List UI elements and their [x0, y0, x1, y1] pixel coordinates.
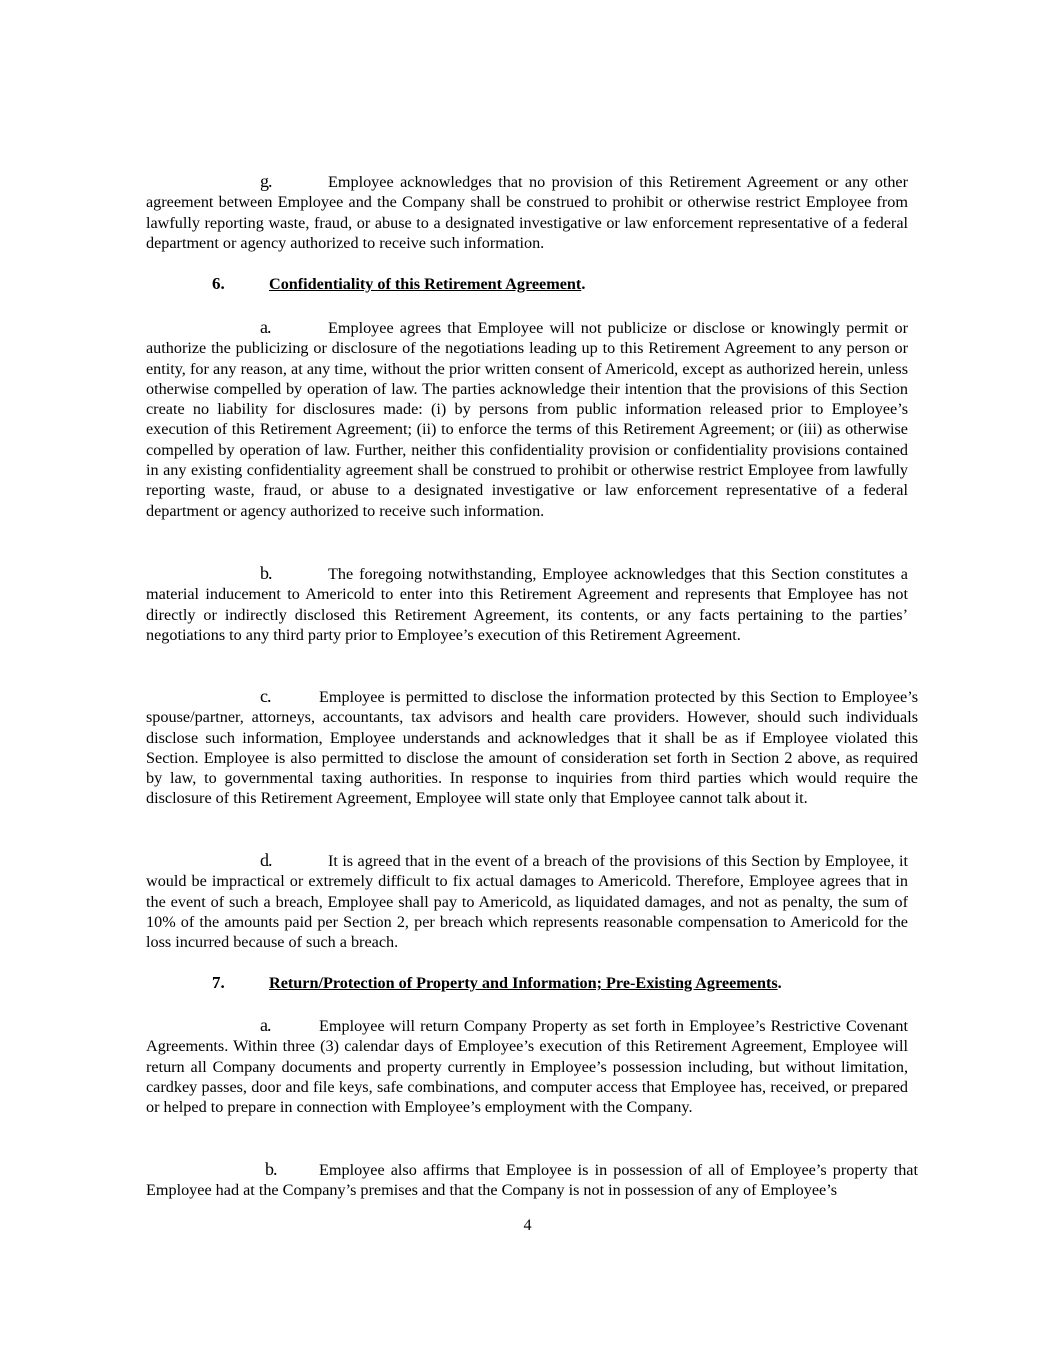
- paragraph-text: Employee acknowledges that no provision of this Retirement Agreement or any other agreement between Employee and the Company shall be construed to prohibit or otherwise restrict Employee from lawfully reporting waste, fraud, or abuse to a designated investigative or law enforcement representative of a federal department or agency authorized to receive such information.: [146, 173, 908, 252]
- section-title: Confidentiality of this Retirement Agreement: [269, 275, 582, 293]
- paragraph-marker: b.: [265, 1159, 277, 1179]
- paragraph-6d: [146, 850, 908, 952]
- paragraph-5g: [146, 171, 908, 253]
- paragraph-text: Employee also affirms that Employee is in possession of all of Employee’s property that Employee had at the Company’s premises and that the Company is not in possession of any of Employee’s: [146, 1161, 918, 1200]
- paragraph-text: It is agreed that in the event of a breach of the provisions of this Section by Employee, it would be impractical or extremely difficult to fix actual damages to Americold. Therefore, Employee agrees that in the event of such a breach, Employee shall pay to Americold, as liquidated damages, and not as penalty, the sum of 10% of the amounts paid per Section 2, per breach which represents reasonable compensation to Americold for the loss incurred because of such a breach.: [146, 852, 908, 952]
- paragraph-marker: a.: [260, 317, 271, 337]
- section-title: Return/Protection of Property and Information; Pre-Existing Agreements: [269, 974, 778, 992]
- paragraph-text: Employee agrees that Employee will not publicize or disclose or knowingly permit or authorize the publicizing or disclosure of the negotiations leading up to this Retirement Agreement to any person or entity, for any reason, at any time, without the prior written consent of Americold, except as authorized herein, unless otherwise compelled by operation of law. The parties acknowledge their intention that the provisions of this Section create no liability for disclosures made: (i) by persons from public information released prior to Employee’s execution of this Retirement Agreement; (ii) to enforce the terms of this Retirement Agreement; or (iii) as otherwise compelled by operation of law. Further, neither this confidentiality provision or confidentiality provisions contained in any existing confidentiality agreement shall be construed to prohibit or otherwise restrict Employee from lawfully reporting waste, fraud, or abuse to a designated investigative or law enforcement representative of a federal department or agency authorized to receive such information.: [146, 319, 908, 520]
- paragraph-text: Employee is permitted to disclose the information protected by this Section to Employee’s spouse/partner, attorneys, accountants, tax advisors and health care providers. However, should such individuals disclose such information, Employee understands and acknowledges that it shall be as if Employee violated this Section. Employee is also permitted to disclose the amount of consideration set forth in Section 2 above, as required by law, to governmental taxing authorities. In response to inquiries from third parties which would require the disclosure of this Retirement Agreement, Employee will state only that Employee cannot talk about it.: [146, 688, 918, 808]
- section-heading-7: [212, 973, 782, 993]
- paragraph-marker: c.: [260, 686, 271, 706]
- paragraph-text: Employee will return Company Property as set forth in Employee’s Restrictive Covenant Agreements. Within three (3) calendar days of Employee’s execution of this Retirement Agreement, Employee will return all Company documents and property currently in Employee’s possession including, but without limitation, cardkey passes, door and file keys, safe combinations, and computer access that Employee has, received, or prepared or helped to prepare in connection with Employee’s employment with the Company.: [146, 1017, 908, 1117]
- paragraph-marker: b.: [260, 563, 272, 583]
- paragraph-marker: a.: [260, 1015, 271, 1035]
- section-heading-6: [212, 274, 585, 294]
- section-title-period: .: [581, 275, 586, 293]
- paragraph-marker: d.: [260, 850, 272, 870]
- paragraph-6b: [146, 563, 908, 645]
- section-number: 7.: [212, 973, 225, 992]
- paragraph-7a: [146, 1015, 908, 1117]
- paragraph-marker: g.: [260, 171, 272, 191]
- paragraph-6a: [146, 317, 908, 521]
- section-number: 6.: [212, 274, 225, 293]
- paragraph-6c: [146, 686, 918, 809]
- paragraph-7b: [146, 1159, 918, 1201]
- page-number: 4: [523, 1216, 532, 1234]
- paragraph-text: The foregoing notwithstanding, Employee acknowledges that this Section constitutes a material inducement to Americold to enter into this Retirement Agreement and represents that Employee has not directly or indirectly disclosed this Retirement Agreement, its contents, or any facts pertaining to the parties’ negotiations to any third party prior to Employee’s execution of this Retirement Agreement.: [146, 565, 908, 644]
- section-title-period: .: [777, 974, 782, 992]
